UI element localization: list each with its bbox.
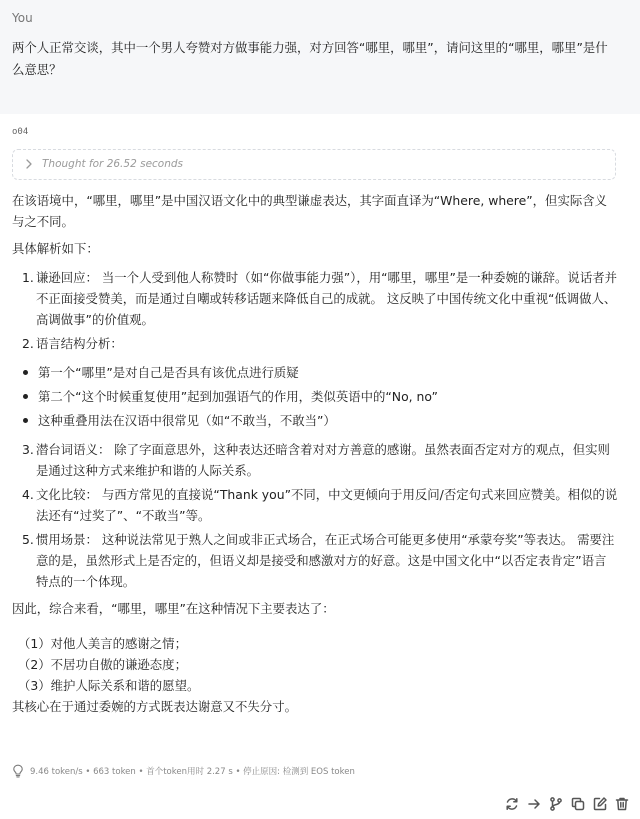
conclusion-text: 因此，综合来看，“哪里，哪里”在这种情况下主要表达了： bbox=[12, 601, 335, 616]
thought-label: Thought for 26.52 seconds bbox=[42, 158, 184, 170]
list-number: 5. bbox=[22, 532, 34, 547]
list-item-text: 文化比较： 与西方常见的直接说“Thank you”不同，中文更倾向于用反问/否定句式来回应赞美。相似的说法还有“过奖了”、“不敢当”等。 bbox=[36, 487, 618, 523]
bullet-item: 这种重叠用法在汉语中很常见（如“不敢当，不敢当”） bbox=[22, 410, 618, 431]
answer-intro: 在该语境中，“哪里，哪里”是中国汉语文化中的典型谦虚表达，其字面直译为“Where, where”，但实际含义与之不同。 bbox=[12, 193, 608, 229]
delete-icon[interactable] bbox=[614, 796, 630, 812]
lightbulb-icon bbox=[12, 764, 24, 778]
chevron-right-icon bbox=[22, 157, 36, 171]
list-number: 3. bbox=[22, 442, 34, 457]
final-text: 其核心在于通过委婉的方式既表达谢意又不失分寸。 bbox=[12, 699, 297, 714]
user-message-block bbox=[0, 0, 640, 114]
list-item bbox=[22, 439, 618, 481]
list-item bbox=[22, 484, 618, 526]
continue-arrow-icon[interactable] bbox=[526, 796, 542, 812]
summary-item: （2）不居功自傲的谦逊态度； bbox=[18, 657, 187, 672]
edit-icon[interactable] bbox=[592, 796, 608, 812]
thought-toggle[interactable] bbox=[12, 149, 616, 180]
message-actions bbox=[502, 796, 632, 812]
list-number: 4. bbox=[22, 487, 34, 502]
list-item bbox=[22, 333, 618, 354]
summary-list bbox=[12, 633, 618, 696]
analysis-heading: 具体解析如下： bbox=[12, 241, 99, 256]
list-item bbox=[22, 529, 618, 592]
list-item bbox=[22, 267, 618, 330]
list-item-text: 语言结构分析： bbox=[36, 336, 123, 351]
bullet-item: 第二个“这个时候重复使用”起到加强语气的作用，类似英语中的“No, no” bbox=[22, 386, 618, 407]
list-item-text: 惯用场景： 这种说法常见于熟人之间或非正式场合，在正式场合可能更多使用“承蒙夸奖”等表达。 需要注意的是，虽然形式上是否定的，但语义却是接受和感激对方的好意。这是中国文化中“以否定表肯定”语言特点的一个体现。 bbox=[36, 532, 615, 589]
user-message-text: 两个人正常交谈，其中一个男人夸赞对方做事能力强，对方回答“哪里，哪里”，请问这里的“哪里，哪里”是什么意思？ bbox=[12, 40, 608, 77]
summary-item: （3）维护人际关系和谐的愿望。 bbox=[18, 678, 200, 693]
stats-text: 9.46 token/s • 663 token • 首个token用时 2.27 s • 停止原因: 检测到 EOS token bbox=[30, 767, 355, 777]
bullet-item: 第一个“哪里”是对自己是否具有该优点进行质疑 bbox=[22, 362, 618, 383]
list-item-text: 谦逊回应： 当一个人受到他人称赞时（如“你做事能力强”），用“哪里，哪里”是一种委婉的谦辞。说话者并不正面接受赞美，而是通过自嘲或转移话题来降低自己的成就。 这反映了中国传统文化中重视“低调做人、高调做事”的价值观。 bbox=[36, 270, 617, 327]
model-name: o04 bbox=[12, 127, 29, 137]
list-item-text: 潜台词语义： 除了字面意思外，这种表达还暗含着对对方善意的感谢。虽然表面否定对方的观点，但实则是通过这种方式来维护和谐的人际关系。 bbox=[36, 442, 610, 478]
points-list-continued bbox=[12, 439, 618, 592]
user-name: You bbox=[12, 11, 33, 25]
points-list bbox=[12, 267, 618, 354]
list-number: 1. bbox=[22, 270, 34, 285]
assistant-answer bbox=[12, 190, 618, 717]
copy-icon[interactable] bbox=[570, 796, 586, 812]
branch-icon[interactable] bbox=[548, 796, 564, 812]
regenerate-icon[interactable] bbox=[504, 796, 520, 812]
list-number: 2. bbox=[22, 336, 34, 351]
summary-item: （1）对他人美言的感谢之情； bbox=[18, 636, 187, 651]
bullet-list bbox=[12, 362, 618, 431]
